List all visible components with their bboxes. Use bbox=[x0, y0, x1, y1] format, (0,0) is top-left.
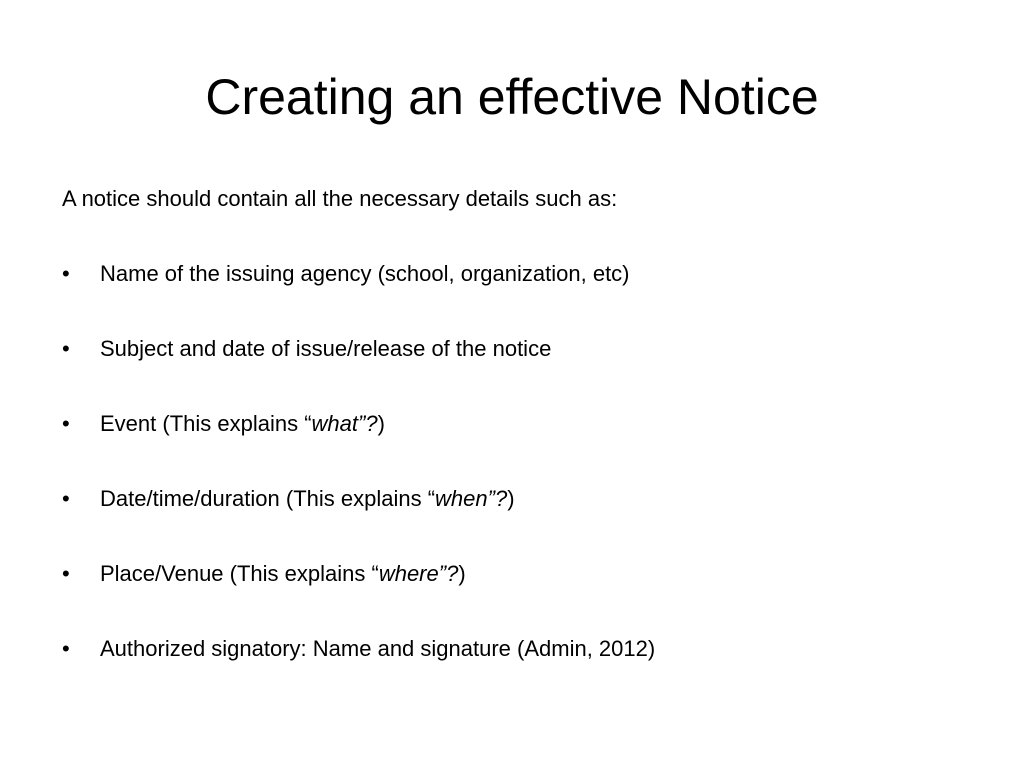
bullet-text-italic: when”? bbox=[435, 486, 508, 511]
bullet-text-after: ) bbox=[507, 486, 515, 511]
bullet-icon: • bbox=[62, 261, 70, 286]
bullet-text-before: Date/time/duration (This explains “ bbox=[100, 486, 436, 511]
bullet-text bbox=[100, 559, 466, 589]
bullet-text bbox=[100, 484, 515, 514]
slide-title: Creating an effective Notice bbox=[205, 69, 819, 125]
bullet-text bbox=[100, 409, 385, 439]
bullet-text-italic: what”? bbox=[311, 411, 378, 436]
bullet-text: Name of the issuing agency (school, organization, etc) bbox=[100, 261, 630, 286]
bullet-text: Subject and date of issue/release of the notice bbox=[100, 336, 552, 361]
bullet-text-after: ) bbox=[377, 411, 385, 436]
bullet-text: Authorized signatory: Name and signature (Admin, 2012) bbox=[100, 636, 656, 661]
bullet-text-before: Event (This explains “ bbox=[100, 411, 312, 436]
bullet-text-before: Place/Venue (This explains “ bbox=[100, 561, 379, 586]
bullet-text-after: ) bbox=[458, 561, 466, 586]
bullet-icon: • bbox=[62, 336, 70, 361]
intro-text: A notice should contain all the necessary details such as: bbox=[62, 186, 618, 211]
bullet-icon: • bbox=[62, 486, 70, 511]
bullet-text-italic: where”? bbox=[378, 561, 459, 586]
bullet-icon: • bbox=[62, 561, 70, 586]
bullet-icon: • bbox=[62, 636, 70, 661]
bullet-icon: • bbox=[62, 411, 70, 436]
